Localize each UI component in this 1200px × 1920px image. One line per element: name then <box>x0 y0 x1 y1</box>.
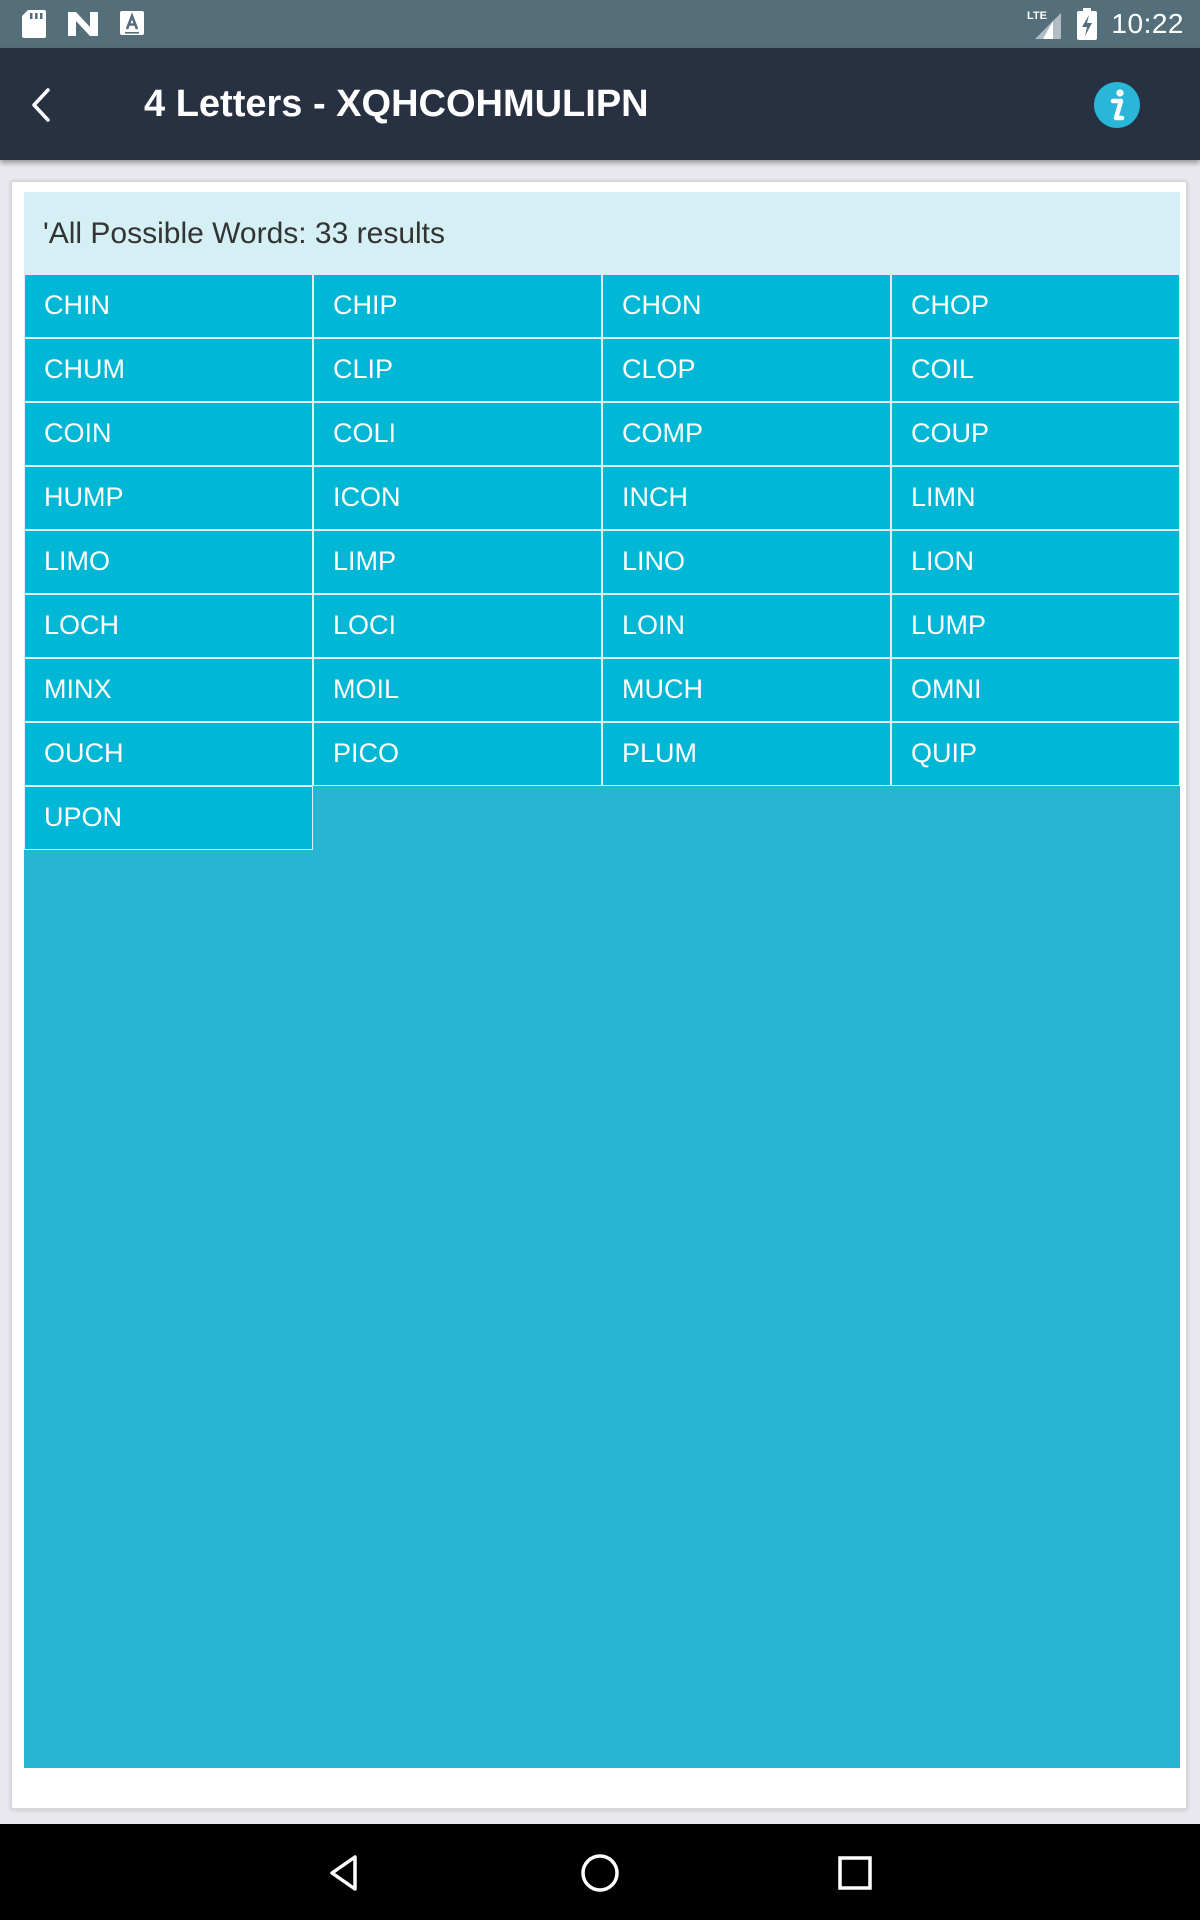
results-header: 'All Possible Words: 33 results <box>24 192 1180 274</box>
n-notification-icon <box>68 12 98 36</box>
word-grid <box>24 274 1180 850</box>
word-cell[interactable]: LOIN <box>602 594 891 658</box>
svg-text:LTE: LTE <box>1027 10 1048 22</box>
word-cell[interactable]: INCH <box>602 466 891 530</box>
word-cell[interactable]: LIMO <box>24 530 313 594</box>
navigation-bar <box>0 1824 1200 1920</box>
word-cell[interactable]: PLUM <box>602 722 891 786</box>
word-cell[interactable]: CLIP <box>313 338 602 402</box>
word-cell[interactable]: CHOP <box>891 274 1180 338</box>
word-cell[interactable]: CHIN <box>24 274 313 338</box>
word-cell[interactable]: COMP <box>602 402 891 466</box>
word-cell[interactable]: COUP <box>891 402 1180 466</box>
word-cell[interactable]: LOCI <box>313 594 602 658</box>
a-notification-icon <box>120 11 144 37</box>
word-cell[interactable]: OMNI <box>891 658 1180 722</box>
status-bar <box>0 0 1200 48</box>
word-cell[interactable]: LINO <box>602 530 891 594</box>
word-cell[interactable]: LOCH <box>24 594 313 658</box>
word-cell[interactable]: LUMP <box>891 594 1180 658</box>
info-icon <box>1094 82 1140 128</box>
nav-back-button[interactable] <box>320 1848 370 1898</box>
word-cell[interactable]: MOIL <box>313 658 602 722</box>
word-cell[interactable]: CLOP <box>602 338 891 402</box>
back-arrow-icon <box>18 80 68 130</box>
word-cell[interactable]: CHUM <box>24 338 313 402</box>
word-cell[interactable]: HUMP <box>24 466 313 530</box>
app-bar <box>0 48 1200 160</box>
word-cell[interactable]: COIN <box>24 402 313 466</box>
battery-charging-icon <box>1077 8 1097 40</box>
results-card <box>10 180 1188 1810</box>
word-cell[interactable]: LIMN <box>891 466 1180 530</box>
info-button[interactable] <box>1094 82 1140 128</box>
lte-signal-icon <box>1027 9 1063 39</box>
word-cell[interactable]: LIMP <box>313 530 602 594</box>
nav-home-icon <box>575 1848 625 1898</box>
word-cell[interactable]: MUCH <box>602 658 891 722</box>
back-button[interactable] <box>18 80 68 130</box>
word-cell[interactable]: COLI <box>313 402 602 466</box>
status-notifications <box>22 10 144 38</box>
nav-recents-icon <box>830 1848 880 1898</box>
nav-home-button[interactable] <box>575 1848 625 1898</box>
status-clock: 10:22 <box>1111 8 1184 39</box>
results-panel[interactable] <box>24 192 1180 1768</box>
word-cell[interactable]: OUCH <box>24 722 313 786</box>
word-cell[interactable]: ICON <box>313 466 602 530</box>
word-cell[interactable]: LION <box>891 530 1180 594</box>
word-cell[interactable]: COIL <box>891 338 1180 402</box>
status-system <box>1027 0 1184 48</box>
page-title: 4 Letters - XQHCOHMULIPN <box>144 83 649 125</box>
nav-back-icon <box>320 1848 370 1898</box>
nav-recents-button[interactable] <box>830 1848 880 1898</box>
word-cell[interactable]: CHON <box>602 274 891 338</box>
word-cell[interactable]: UPON <box>24 786 313 850</box>
word-cell[interactable]: CHIP <box>313 274 602 338</box>
word-cell[interactable]: MINX <box>24 658 313 722</box>
sd-card-icon <box>22 10 46 38</box>
word-cell[interactable]: QUIP <box>891 722 1180 786</box>
word-cell[interactable]: PICO <box>313 722 602 786</box>
